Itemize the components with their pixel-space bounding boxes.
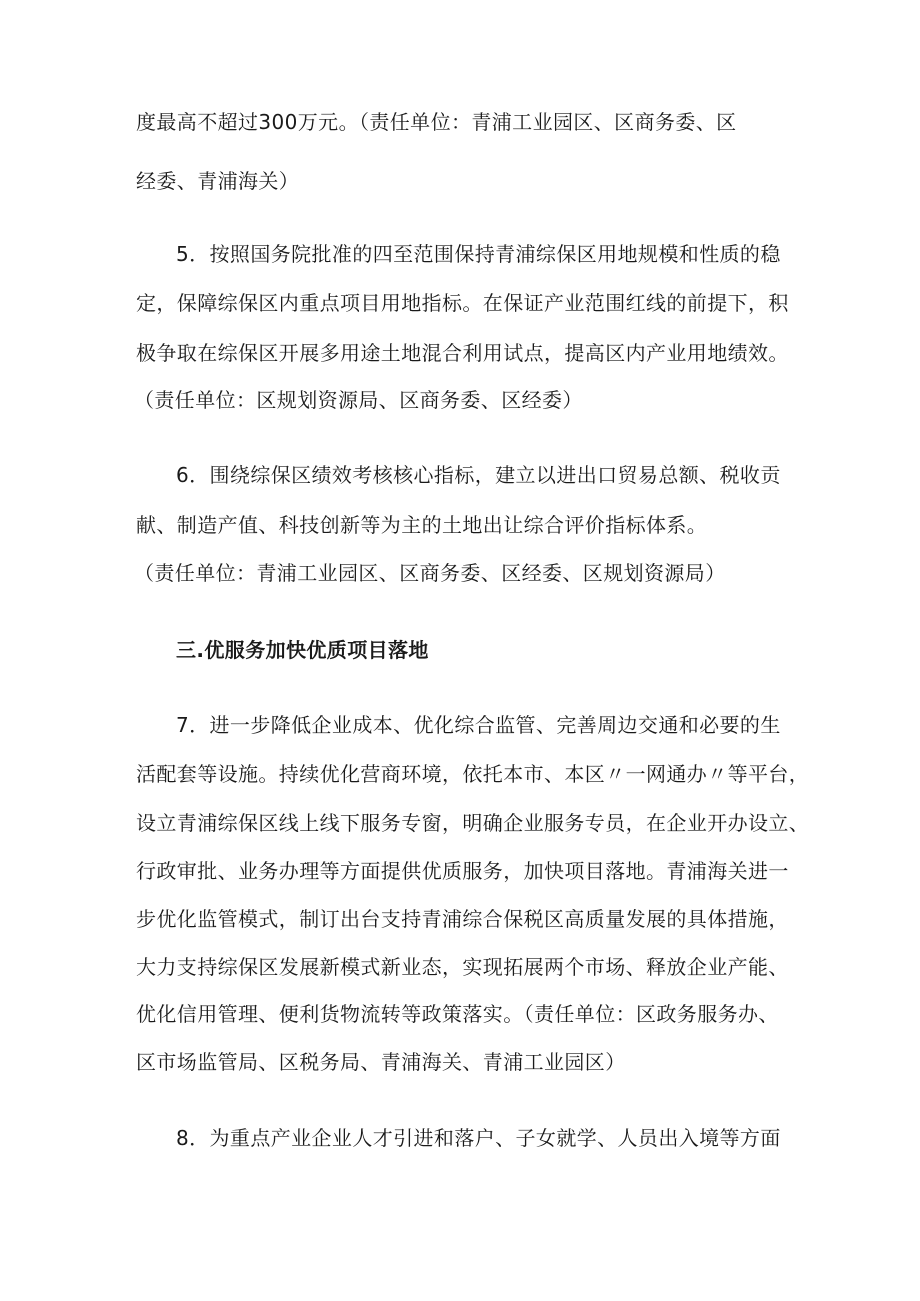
paragraph-7-line-2: 活配套等设施。持续优化营商环境，依托本市、本区〃一网通办〃等平台， (136, 762, 810, 786)
paragraph-7-line-5: 步优化监管模式，制订出台支持青浦综合保税区高质量发展的具体措施， (136, 907, 789, 931)
paragraph-4-line-1: 度最高不超过300万元。（责任单位：青浦工业园区、区商务委、区 (136, 110, 737, 134)
paragraph-5-line-1: 5．按照国务院批准的四至范围保持青浦综保区用地规模和性质的稳 (176, 242, 781, 266)
paragraph-5-line-3: 极争取在综保区开展多用途土地混合利用试点，提高区内产业用地绩效。 (136, 341, 789, 365)
section-heading: 三.优服务加快优质项目落地 (176, 638, 429, 662)
paragraph-7-line-8: 区市场监管局、区税务局、青浦海关、青浦工业园区） (136, 1050, 626, 1074)
paragraph-5-line-4: （责任单位：区规划资源局、区商务委、区经委） (134, 388, 583, 412)
paragraph-4-line-2: 经委、青浦海关） (136, 169, 300, 193)
paragraph-7-line-4: 行政审批、业务办理等方面提供优质服务，加快项目落地。青浦海关进一 (136, 859, 789, 883)
paragraph-8-line-1: 8．为重点产业企业人才引进和落户、子女就学、人员出入境等方面 (176, 1126, 781, 1150)
paragraph-7-line-3: 设立青浦综保区线上线下服务专窗，明确企业服务专员，在企业开办设立、 (136, 811, 810, 835)
paragraph-6-line-3: （责任单位：青浦工业园区、区商务委、区经委、区规划资源局） (134, 561, 726, 585)
paragraph-6-line-1: 6．围绕综保区绩效考核核心指标，建立以进出口贸易总额、税收贡 (176, 463, 781, 487)
paragraph-7-line-6: 大力支持综保区发展新模式新业态，实现拓展两个市场、释放企业产能、 (136, 955, 789, 979)
paragraph-7-line-7: 优化信用管理、便利货物流转等政策落实。（责任单位：区政务服务办、 (136, 1002, 779, 1026)
paragraph-6-line-2: 献、制造产值、科技创新等为主的土地出让综合评价指标体系。 (136, 513, 708, 537)
paragraph-7-line-1: 7．进一步降低企业成本、优化综合监管、完善周边交通和必要的生 (176, 713, 781, 737)
paragraph-5-line-2: 定，保障综保区内重点项目用地指标。在保证产业范围红线的前提下，积 (136, 291, 789, 315)
